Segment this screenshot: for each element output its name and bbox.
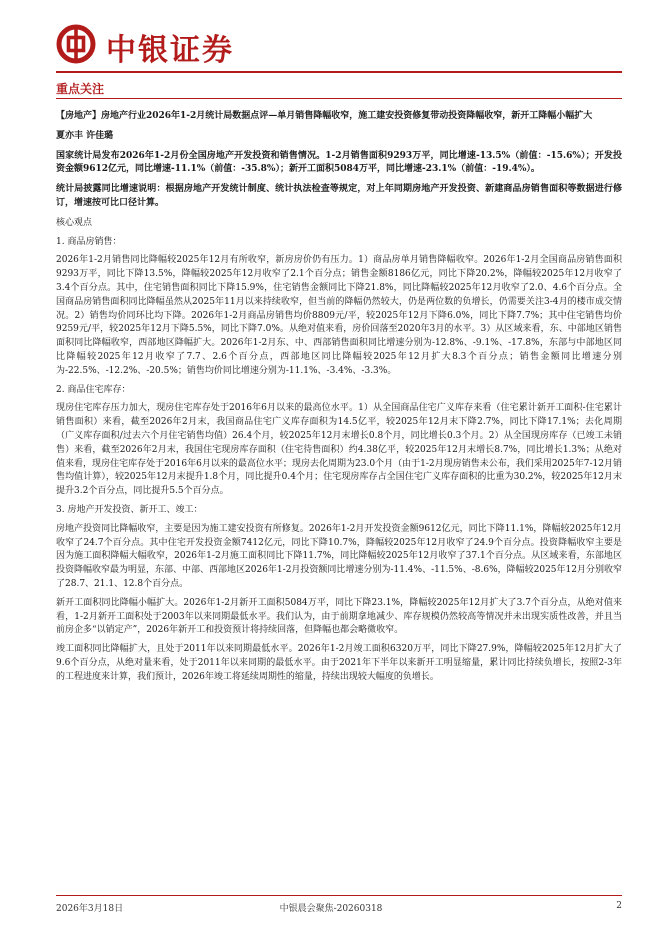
section-heading: 3. 房地产开发投资、新开工、竣工： <box>56 504 203 515</box>
page-header <box>56 22 622 72</box>
article-note: 统计局披露同比增速说明：根据房地产开发统计制度、统计执法检查等规定，对上年同期房地产开发投资、新建商品房销售面积等数据进行修订，增速按可比口径计算。 <box>56 184 622 208</box>
page-number: 2 <box>616 901 622 911</box>
section-paragraph: 现房住宅库存压力加大，现房住宅库存处于2016年6月以来的最高位水平。1）从全国商品住宅广义库存来看（住宅累计新开工面积-住宅累计销售面积）来看，截至2026年2月末，我国商品住宅广义库存面积为14.5亿平，较2025年12月末下降2.7%，同比下降17.1%；去化周期（广义库存面积/过去六个月住宅销售均值）26.4个月，较2025年12月末增长0.8个月，同比增长0.3个月。2）从全国现房库存（已竣工未销售）来看，截至2026年2月末，我国住宅现房库存面积（住宅待售面积）约4.38亿平，较2025年12月末增长8.7%，同比增长1.3%；从绝对值来看，现房住宅库存处于2016年6月以来的最高位水平；现房去化周期为23.0个月（由于1-2月现房销售未公布，我们采用2025年7-12月销售均值计算），较2025年12月末提升1.8个月，同比提升0.4个月；住宅现房库存占全国住宅广义库存面积的比重为30.2%，较2025年12月末提升3.2个百分点，同比提升5.5个百分点。 <box>56 403 622 497</box>
section-paragraph: 房地产投资同比降幅收窄，主要是因为施工建安投资有所修复。2026年1-2月开发投资金额9612亿元，同比下降11.1%，降幅较2025年12月收窄了24.7个百分点。其中住宅开发投资金额7412亿元，同比下降10.7%，降幅较2025年12月收窄了24.9个百分点。投资降幅收窄主要是因为施工面积降幅大幅收窄，2026年1-2月施工面积同比下降11.7%，同比降幅较2025年12月收窄了37.1个百分点。从区域来看，东部地区投资降幅收窄最为明显，东部、中部、西部地区2026年1-2月投资额同比增速分别为-11.4%、-11.5%、-8.6%，降幅较2025年12月分别收窄了28.7、21.1、12.8个百分点。 <box>56 523 622 589</box>
article-body <box>56 104 622 684</box>
section-paragraph: 竣工面积同比降幅扩大，且处于2011年以来同期最低水平。2026年1-2月竣工面积6320万平，同比下降27.9%，降幅较2025年12月扩大了9.6个百分点，从绝对量来看，处于2011年以来同期的最低水平。由于2021年下半年以来新开工明显缩量，累计同比持续负增长，按照2-3年的工程进度来计算，我们预计，2026年竣工将延续周期性的缩量，持续出现较大幅度的负增长。 <box>56 644 622 682</box>
core-heading: 核心观点 <box>56 217 93 228</box>
article-lead: 国家统计局发布2026年1-2月份全国房地产开发投资和销售情况。1-2月销售面积9293万平，同比增速-13.5%（前值：-15.6%）；开发投资金额9612亿元，同比增速-11.1%（前值：-35.8%）；新开工面积5084万平，同比增速-23.1%（前值：-19.4%）。 <box>56 150 622 175</box>
footer-divider <box>56 895 622 896</box>
brand-name: 中银证券 <box>106 33 234 68</box>
article-authors: 夏亦丰 许佳璐 <box>56 130 114 141</box>
footer-title: 中银晨会聚焦-20260318 <box>279 904 383 914</box>
section-tag: 重点关注 <box>56 82 105 96</box>
section-paragraph: 2026年1-2月销售同比降幅较2025年12月有所收窄，新房房价仍有压力。1）商品房单月销售降幅收窄。2026年1-2月全国商品房销售面积9293万平，同比下降13.5%，降幅较2025年12月收窄了2.1个百分点；销售金额8186亿元，同比下降20.2%，降幅较2025年12月收窄了3.4个百分点。其中，住宅销售面积同比下降15.9%，住宅销售金额同比下降21.8%，同比降幅较2025年12月收窄了2.0、4.6个百分点。全国商品房销售面积同比降幅虽然从2025年11月以来持续收窄，但当前的降幅仍然较大，仍是两位数的负增长，仍需要关注3-4月的楼市成交情况。2）销售均价同环比均下降。2026年1-2月商品房销售均价8809元/平，较2025年12月下降6.0%，同比下降7.7%；其中住宅销售均价9259元/平，较2025年12月下降5.5%，同比下降7.0%。从绝对值来看，房价回落至2020年3月的水平。3）从区域来看，东、中部地区销售面积同比降幅收窄，西部地区降幅扩大。2026年1-2月东、中、西部销售面积同比增速分别为-12.8%、-9.1%、-17.8%，东部与中部地区同比降幅较2025年12月收窄了7.7、2.6个百分点，西部地区同比降幅较2025年12月扩大8.3个百分点；销售金额同比增速分别为-22.5%、-12.2%、-20.5%；销售均价同比增速分别为-11.1%、-3.4%、-3.3%。 <box>56 255 622 376</box>
footer-date: 2026年3月18日 <box>56 904 124 914</box>
section-heading: 1. 商品房销售： <box>56 236 122 247</box>
header-divider <box>56 71 622 73</box>
article-title: 【房地产】房地产行业2026年1-2月统计局数据点评—单月销售降幅收窄，施工建安投资修复带动投资降幅收窄，新开工降幅小幅扩大 <box>56 111 593 121</box>
section-heading: 2. 商品住宅库存： <box>56 384 131 395</box>
section-paragraph: 新开工面积同比降幅小幅扩大。2026年1-2月新开工面积5084万平，同比下降23.1%，降幅较2025年12月扩大了3.7个百分点，从绝对值来看，1-2月新开工面积处于2003年以来同期最低水平。我们认为，由于前期拿地减少、库存规模仍然较高等情况并未出现实质性改善，并且当前房企多“以销定产”，2026年新开工和投资预计将持续回落，但降幅也都会略微收窄。 <box>56 597 622 636</box>
bank-of-china-logo-icon <box>56 24 96 64</box>
section-divider <box>56 98 622 99</box>
